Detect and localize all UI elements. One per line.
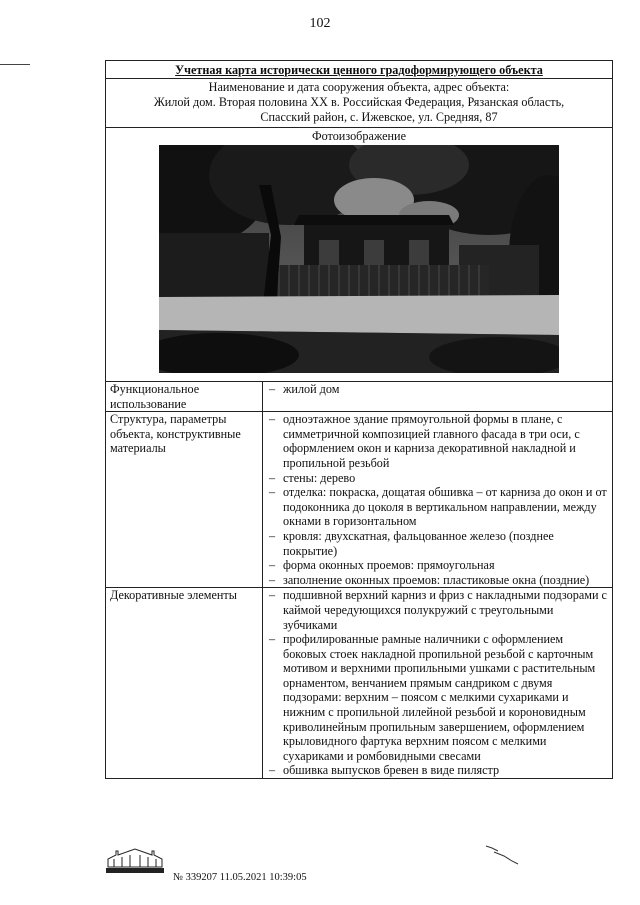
item-text: форма оконных проемов: прямоугольная [283, 558, 495, 573]
item-text: одноэтажное здание прямоугольной формы в плане, с симметричной композицией главного фасада в три оси, с оформлением окон и карниза декоративной накладной и пропильной резьбой [283, 412, 580, 470]
photo-block [106, 128, 612, 382]
list-item: – жилой дом [269, 382, 340, 396]
name-line-2: Спасский район, с. Ижевское, ул. Средняя, 87 [260, 110, 498, 124]
item-text: профилированные рамные наличники с оформлением боковых стоек накладной пропильной резьбой с карточным мотивом и верхними пропильными ушками с растительным орнаментом, венчанием прямым сандриком с двумя подзорами: верхним – поясом с мелкими сухариками и нижним с пропильной лилейной резьбой и короновидным криволинейным пропильным завершением, оформлением крыловидного фартука верхним поясом с мелкими сухариками и ромбовидными свесами [283, 632, 596, 763]
list-item: – стены: дерево [269, 470, 356, 485]
page-number: 102 [309, 16, 331, 31]
list-item: – подшивной верхний карниз и фриз с накладными подзорами с каймой чередующихся полукружий с треугольными зубчиками [269, 588, 607, 632]
item-text: подшивной верхний карниз и фриз с накладными подзорами с каймой чередующихся полукружий с треугольными зубчиками [283, 588, 607, 632]
photo-caption: Фотоизображение [311, 129, 406, 143]
item-text: отделка: покраска, дощатая обшивка – от карниза до окон и от подоконника до цоколя в вертикальном направлении, между окнами в горизонтальном [283, 485, 607, 529]
object-name-block [106, 79, 612, 128]
list-item: – обшивка выпусков бревен в виде пилястр [269, 763, 500, 778]
list-item: – отделка: покраска, дощатая обшивка – от карниза до окон и от подоконника до цоколя в вертикальном направлении, между окнами в горизонтальном [269, 485, 607, 529]
table-row [106, 382, 612, 412]
table-row [106, 588, 612, 778]
margin-mark [0, 64, 30, 65]
list-item: – профилированные рамные наличники с оформлением боковых стоек накладной пропильной резьбой с карточным мотивом и верхними пропильными ушками с растительным орнаментом, венчанием прямым сандриком с двумя подзорами: верхним – поясом с мелкими сухариками и нижним с пропильной лилейной резьбой и короновидным криволинейным пропильным завершением, оформлением крыловидного фартука верхним поясом с мелкими сухариками и ромбовидными свесами [269, 632, 596, 763]
row-label-functional-use: Функциональное использование [106, 382, 263, 412]
item-text: обшивка выпусков бревен в виде пилястр [283, 763, 500, 778]
card-title-text: Учетная карта исторически ценного градоформирующего объекта [175, 63, 543, 77]
item-text: кровля: двухскатная, фальцованное железо (позднее покрытие) [283, 528, 554, 558]
item-text: стены: дерево [283, 470, 356, 485]
card-title [106, 61, 612, 79]
table-row [106, 412, 612, 588]
house-photo [159, 145, 559, 373]
row-values [263, 382, 613, 412]
list-item: – одноэтажное здание прямоугольной формы в плане, с симметричной композицией главного фасада в три оси, с оформлением окон и карниза декоративной накладной и пропильной резьбой [269, 412, 580, 470]
row-label-structure: Структура, параметры объекта, конструктивные материалы [106, 412, 263, 588]
registration-card [105, 60, 613, 779]
list-item: – кровля: двухскатная, фальцованное железо (позднее покрытие) [269, 528, 554, 558]
pen-mark [484, 842, 524, 866]
row-label-decorative: Декоративные элементы [106, 588, 263, 778]
registry-logo [104, 847, 166, 875]
row-values [263, 412, 613, 588]
row-values [263, 588, 613, 778]
item-text: жилой дом [283, 382, 340, 396]
document-stamp: № 339207 11.05.2021 10:39:05 [173, 872, 307, 883]
name-heading: Наименование и дата сооружения объекта, адрес объекта: [208, 80, 510, 94]
list-item: – форма оконных проемов: прямоугольная [269, 558, 495, 573]
name-line-1: Жилой дом. Вторая половина XX в. Российская Федерация, Рязанская область, [153, 95, 565, 109]
item-text: заполнение оконных проемов: пластиковые окна (поздние) [283, 572, 590, 587]
attributes-table [106, 382, 612, 778]
list-item: – заполнение оконных проемов: пластиковые окна (поздние) [269, 572, 590, 587]
